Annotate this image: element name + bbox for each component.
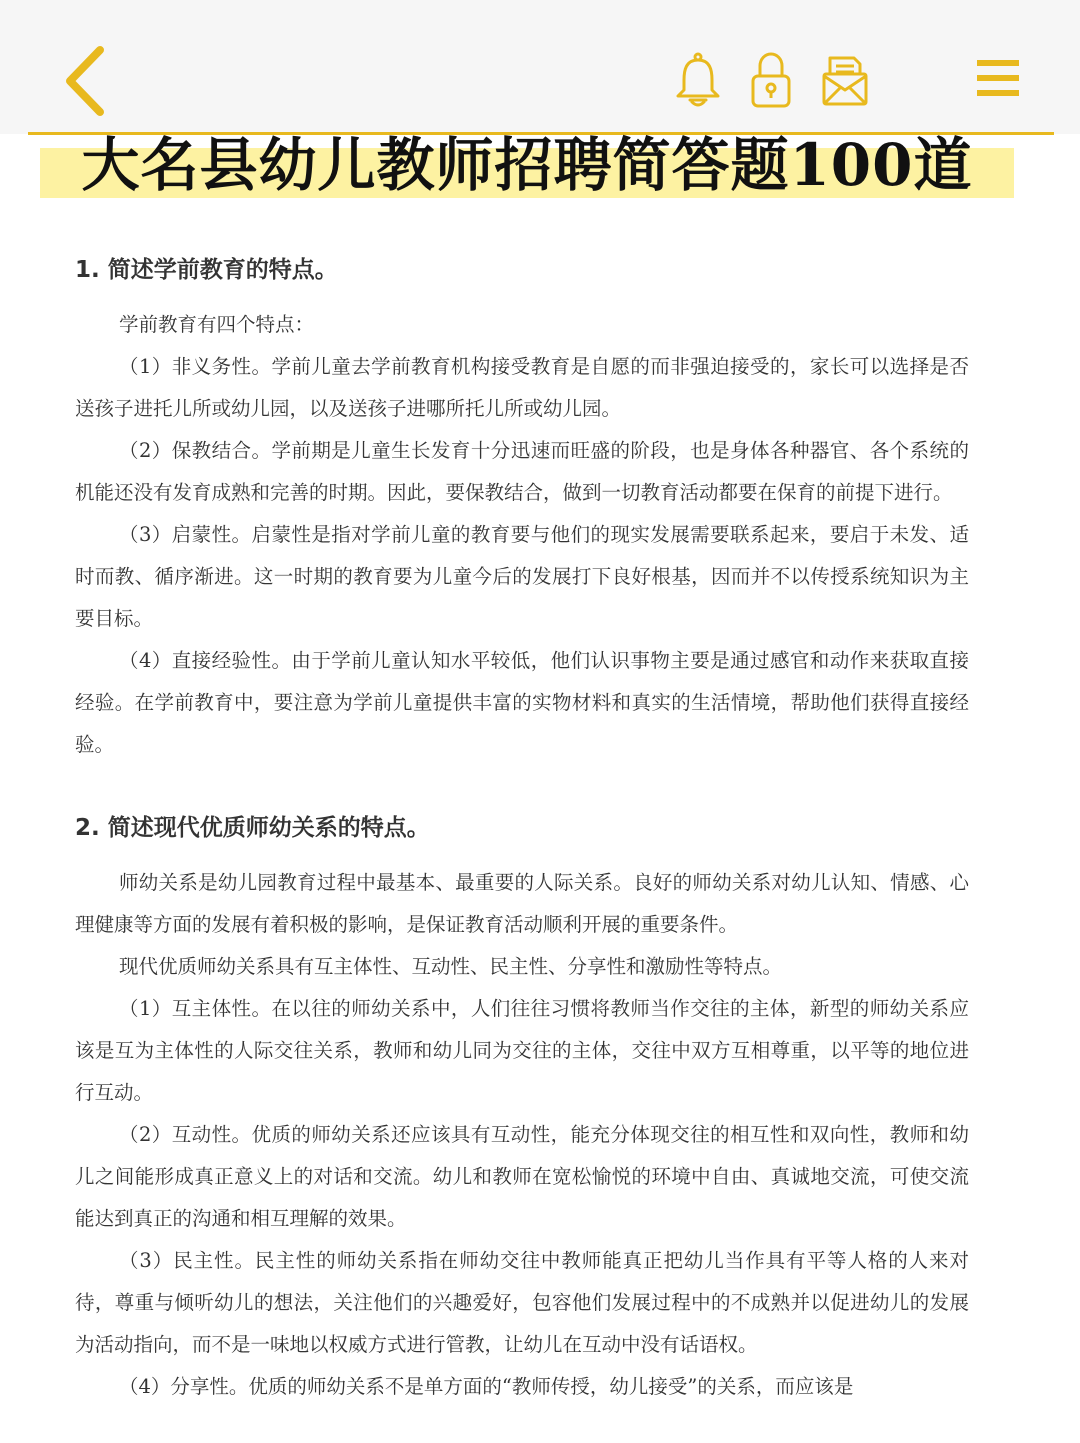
answer-paragraph: 学前教育有四个特点： — [119, 313, 315, 336]
answer-paragraph: （3）民主性。民主性的师幼关系指在师幼交往中教师能真正把幼儿当作具有平等人格的人来对待，尊重与倾听幼儿的想法，关注他们的兴趣爱好，包容他们发展过程中的不成熟并以促进幼儿的发展为活动指向，而不是一味地以权威方式进行管教，让幼儿在互动中没有话语权。 — [75, 1249, 969, 1356]
answer-paragraph: （4）直接经验性。由于学前儿童认知水平较低，他们认识事物主要是通过感官和动作来获取直接经验。在学前教育中，要注意为学前儿童提供丰富的实物材料和真实的生活情境，帮助他们获得直接经验。 — [75, 649, 969, 756]
answer-paragraph: （4）分享性。优质的师幼关系不是单方面的“教师传授，幼儿接受”的关系，而应该是 — [119, 1375, 854, 1398]
page-title: 大名县幼儿教师招聘简答题100道 — [81, 134, 973, 199]
question-heading-1: 1. 简述学前教育的特点。 — [75, 257, 338, 283]
chevron-left-icon[interactable] — [58, 44, 114, 118]
answer-paragraph: （2）互动性。优质的师幼关系还应该具有互动性，能充分体现交往的相互性和双向性，教师和幼儿之间能形成真正意义上的对话和交流。幼儿和教师在宽松愉悦的环境中自由、真诚地交流，可使交流能达到真正的沟通和相互理解的效果。 — [75, 1123, 969, 1230]
answer-paragraph: （2）保教结合。学前期是儿童生长发育十分迅速而旺盛的阶段，也是身体各种器官、各个系统的机能还没有发育成熟和完善的时期。因此，要保教结合，做到一切教育活动都要在保育的前提下进行。 — [75, 439, 969, 504]
lock-icon[interactable] — [748, 50, 794, 110]
title-banner — [40, 134, 1014, 200]
top-toolbar — [0, 0, 1080, 134]
answer-paragraph: （1）互主体性。在以往的师幼关系中，人们往往习惯将教师当作交往的主体，新型的师幼关系应该是互为主体性的人际交往关系，教师和幼儿同为交往的主体，交往中双方互相尊重，以平等的地位进行互动。 — [75, 997, 969, 1104]
answer-paragraph: （3）启蒙性。启蒙性是指对学前儿童的教育要与他们的现实发展需要联系起来，要启于未发、适时而教、循序渐进。这一时期的教育要为儿童今后的发展打下良好根基，因而并不以传授系统知识为主要目标。 — [75, 523, 969, 630]
answer-paragraph: （1）非义务性。学前儿童去学前教育机构接受教育是自愿的而非强迫接受的，家长可以选择是否送孩子进托儿所或幼儿园，以及送孩子进哪所托儿所或幼儿园。 — [75, 355, 969, 420]
bell-icon[interactable] — [674, 52, 722, 108]
mail-icon[interactable] — [820, 54, 870, 108]
question-heading-2: 2. 简述现代优质师幼关系的特点。 — [75, 815, 430, 841]
document-body — [75, 250, 969, 1408]
answer-paragraph: 现代优质师幼关系具有互主体性、互动性、民主性、分享性和激励性等特点。 — [119, 955, 783, 978]
answer-paragraph: 师幼关系是幼儿园教育过程中最基本、最重要的人际关系。良好的师幼关系对幼儿认知、情感、心理健康等方面的发展有着积极的影响，是保证教育活动顺利开展的重要条件。 — [75, 871, 969, 936]
menu-icon[interactable] — [975, 58, 1021, 98]
